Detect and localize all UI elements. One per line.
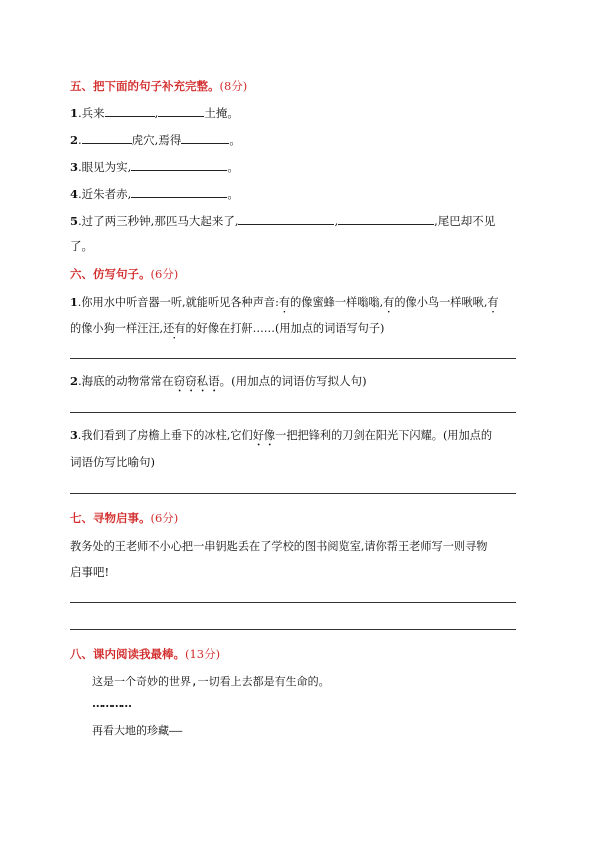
section-5-heading bbox=[70, 78, 247, 94]
section-8-title: 八、课内阅读我最棒。 bbox=[70, 647, 185, 661]
answer-line[interactable] bbox=[70, 629, 516, 630]
blank-field[interactable] bbox=[82, 132, 132, 144]
sec5-question-5-cont: 了。 bbox=[70, 239, 93, 253]
sec7-prompt-line2: 启事吧! bbox=[70, 565, 110, 579]
section-6-points: (6分) bbox=[150, 267, 179, 281]
blank-field[interactable] bbox=[158, 105, 204, 117]
answer-line[interactable] bbox=[70, 412, 516, 413]
answer-line[interactable] bbox=[70, 493, 516, 494]
section-5-title: 五、把下面的句子补充完整。 bbox=[70, 79, 220, 93]
sec5-question-5: 5.过了两三秒钟,那匹马大起来了, , ,尾巴却不见 bbox=[70, 214, 496, 228]
reading-paragraph-1: 这是一个奇妙的世界,一切看上去都是有生命的。 bbox=[92, 675, 330, 688]
section-7-heading bbox=[70, 510, 178, 526]
sec5-question-4: 4.近朱者赤, 。 bbox=[70, 187, 239, 201]
blank-field[interactable] bbox=[105, 105, 155, 117]
dotted-word: 好像 bbox=[252, 429, 276, 442]
answer-line[interactable] bbox=[70, 602, 516, 603]
sec5-question-3: 3.眼见为实, 。 bbox=[70, 160, 239, 174]
section-6-title: 六、仿写句子。 bbox=[70, 267, 151, 281]
reading-paragraph-2: 再看大地的珍藏—— bbox=[92, 724, 183, 737]
blank-field[interactable] bbox=[338, 213, 434, 225]
blank-field[interactable] bbox=[131, 186, 227, 198]
section-7-title: 七、寻物启事。 bbox=[70, 511, 151, 525]
sec6-question-1-line1: 1.你用水中听音器一听,就能听见各种声音:有的像蜜蜂一样嗡嗡,有的像小鸟一样啾啾,有 bbox=[70, 295, 499, 309]
blank-field[interactable] bbox=[238, 213, 334, 225]
dotted-word: 窃窃私语 bbox=[173, 374, 220, 388]
answer-line[interactable] bbox=[70, 358, 516, 359]
sec7-prompt-line1: 教务处的王老师不小心把一串钥匙丢在了学校的图书阅览室,请你帮王老师写一则寻物 bbox=[70, 540, 488, 553]
section-8-points: (13分) bbox=[185, 647, 221, 661]
blank-field[interactable] bbox=[181, 132, 229, 144]
sec6-question-1-line2: 的像小狗一样汪汪,还有的好像在打鼾……(用加点的词语写句子) bbox=[70, 322, 385, 335]
section-5-points: (8分) bbox=[219, 79, 248, 93]
sec6-question-3-line1: 3.我们看到了房檐上垂下的冰柱,它们好像一把把锋利的刀剑在阳光下闪耀。(用加点的 bbox=[70, 428, 493, 442]
sec5-question-2: 2. 虎穴,焉得 。 bbox=[70, 133, 241, 147]
reading-ellipsis: ………… bbox=[92, 696, 130, 710]
section-8-heading bbox=[70, 646, 220, 662]
sec6-question-2: 2.海底的动物常常在窃窃私语。(用加点的词语仿写拟人句) bbox=[70, 374, 367, 388]
section-6-heading bbox=[70, 266, 178, 282]
section-7-points: (6分) bbox=[150, 511, 179, 525]
sec5-question-1: 1.兵来 , 土掩。 bbox=[70, 106, 239, 120]
blank-field[interactable] bbox=[131, 159, 227, 171]
sec6-question-3-line2: 词语仿写比喻句) bbox=[70, 455, 155, 469]
